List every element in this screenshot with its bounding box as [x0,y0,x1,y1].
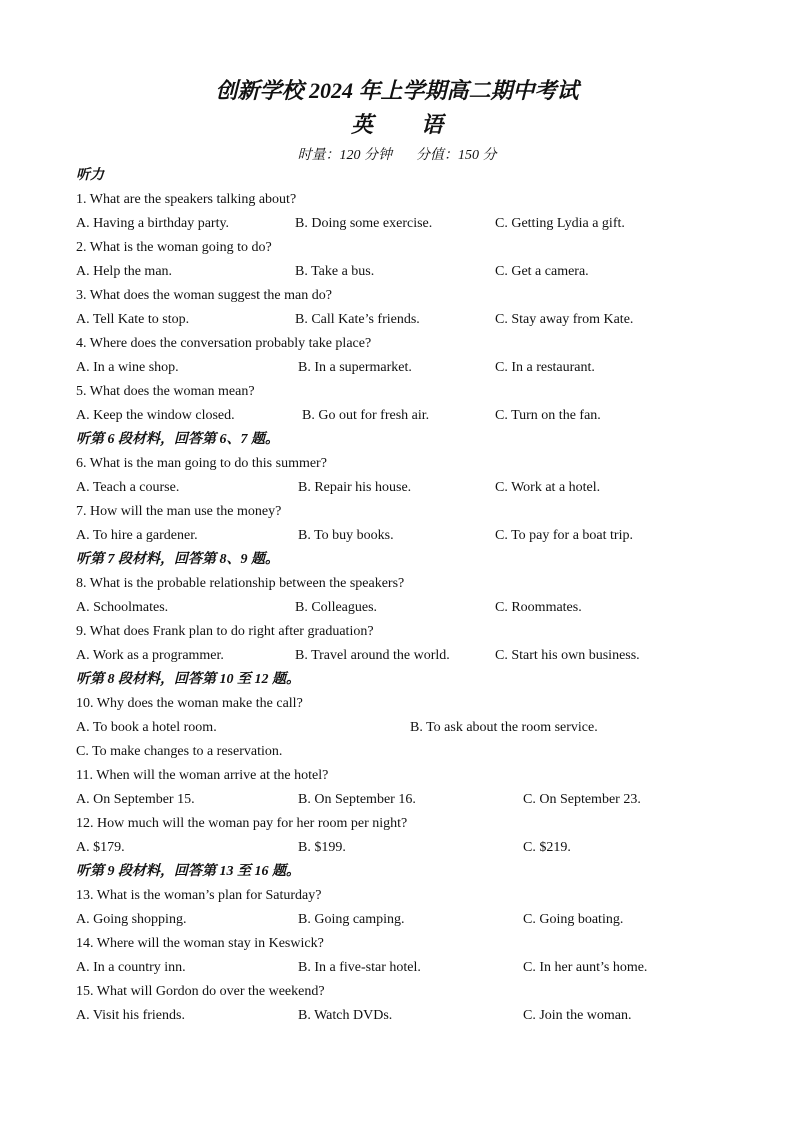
option-row [76,644,726,668]
option-row [76,836,726,860]
exam-meta [0,144,794,164]
section-instruction: 听第 6 段材料，回答第 6、7 题。 [76,432,279,447]
option-a: A. In a country inn. [76,960,186,975]
section-instruction: 听第 7 段材料，回答第 8、9 题。 [76,552,279,567]
option-row [76,524,726,548]
option-a: A. To book a hotel room. [76,720,217,735]
option-row [76,404,726,428]
option-row [76,260,726,284]
question-stem: 8. What is the probable relationship between the speakers? [76,576,405,591]
option-b: B. Colleagues. [295,600,378,615]
option-row [76,716,726,740]
question-stem: 2. What is the woman going to do? [76,240,272,255]
option-b: B. Go out for fresh air. [302,408,430,423]
option-b: B. To ask about the room service. [410,720,598,735]
option-c: C. Get a camera. [495,264,589,279]
option-c: C. Getting Lydia a gift. [495,216,625,231]
option-a: A. Having a birthday party. [76,216,230,231]
option-c: C. $219. [523,840,571,855]
question-stem: 1. What are the speakers talking about? [76,192,297,207]
score-total: 分值：150 分 [416,148,497,163]
exam-title: 创新学校 2024 年上学期高二期中考试 [215,78,579,103]
option-row [76,1004,726,1028]
option-a: A. To hire a gardener. [76,528,198,543]
option-row [76,308,726,332]
option-b: B. In a five-star hotel. [298,960,421,975]
option-a: A. Tell Kate to stop. [76,312,190,327]
option-b: B. Watch DVDs. [298,1008,393,1023]
option-row [76,740,726,764]
question-stem: 14. Where will the woman stay in Keswick? [76,936,324,951]
question-stem: 6. What is the man going to do this summer? [76,456,327,471]
question-stem: 3. What does the woman suggest the man do? [76,288,332,303]
option-c: C. Going boating. [523,912,624,927]
option-row [76,788,726,812]
option-a: A. In a wine shop. [76,360,179,375]
option-row [76,596,726,620]
option-c: C. In her aunt’s home. [523,960,648,975]
question-stem: 5. What does the woman mean? [76,384,255,399]
option-b: B. Call Kate’s friends. [295,312,420,327]
option-a: A. Teach a course. [76,480,180,495]
option-c: C. On September 23. [523,792,641,807]
option-a: A. Going shopping. [76,912,187,927]
section-instruction: 听第 9 段材料，回答第 13 至 16 题。 [76,864,300,879]
question-stem: 7. How will the man use the money? [76,504,282,519]
option-b: B. Repair his house. [298,480,412,495]
option-a: A. Work as a programmer. [76,648,224,663]
time-limit: 时量：120 分钟 [297,148,392,163]
option-c: C. To pay for a boat trip. [495,528,633,543]
option-b: B. On September 16. [298,792,416,807]
option-a: A. On September 15. [76,792,195,807]
option-b: B. Travel around the world. [295,648,450,663]
option-c: C. Start his own business. [495,648,640,663]
option-c: C. Join the woman. [523,1008,632,1023]
subject-part-1: 英 [350,112,373,137]
option-row [76,356,726,380]
option-b: B. Doing some exercise. [295,216,433,231]
option-b: B. To buy books. [298,528,394,543]
option-row [76,908,726,932]
option-b: B. In a supermarket. [298,360,412,375]
option-row [76,476,726,500]
option-b: B. $199. [298,840,346,855]
option-c: C. Roommates. [495,600,582,615]
option-c: C. Stay away from Kate. [495,312,634,327]
option-row [76,212,726,236]
option-a: A. $179. [76,840,125,855]
option-a: A. Schoolmates. [76,600,169,615]
option-a: A. Keep the window closed. [76,408,235,423]
subject-title [0,108,794,139]
option-c: C. Turn on the fan. [495,408,601,423]
question-stem: 10. Why does the woman make the call? [76,696,303,711]
option-c: C. In a restaurant. [495,360,595,375]
question-stem: 15. What will Gordon do over the weekend? [76,984,325,999]
question-stem: 12. How much will the woman pay for her room per night? [76,816,408,831]
option-a: A. Help the man. [76,264,173,279]
section-instruction: 听第 8 段材料，回答第 10 至 12 题。 [76,672,300,687]
subject-part-2: 语 [421,112,444,137]
question-stem: 13. What is the woman’s plan for Saturday? [76,888,322,903]
question-stem: 9. What does Frank plan to do right after graduation? [76,624,374,639]
question-stem: 4. Where does the conversation probably take place? [76,336,372,351]
option-b: B. Take a bus. [295,264,375,279]
option-c: C. To make changes to a reservation. [76,744,283,759]
option-a: A. Visit his friends. [76,1008,185,1023]
option-c: C. Work at a hotel. [495,480,601,495]
option-b: B. Going camping. [298,912,405,927]
option-row [76,956,726,980]
listening-section [76,164,726,1028]
question-stem: 11. When will the woman arrive at the hotel? [76,768,329,783]
section-label: 听力 [76,168,104,183]
